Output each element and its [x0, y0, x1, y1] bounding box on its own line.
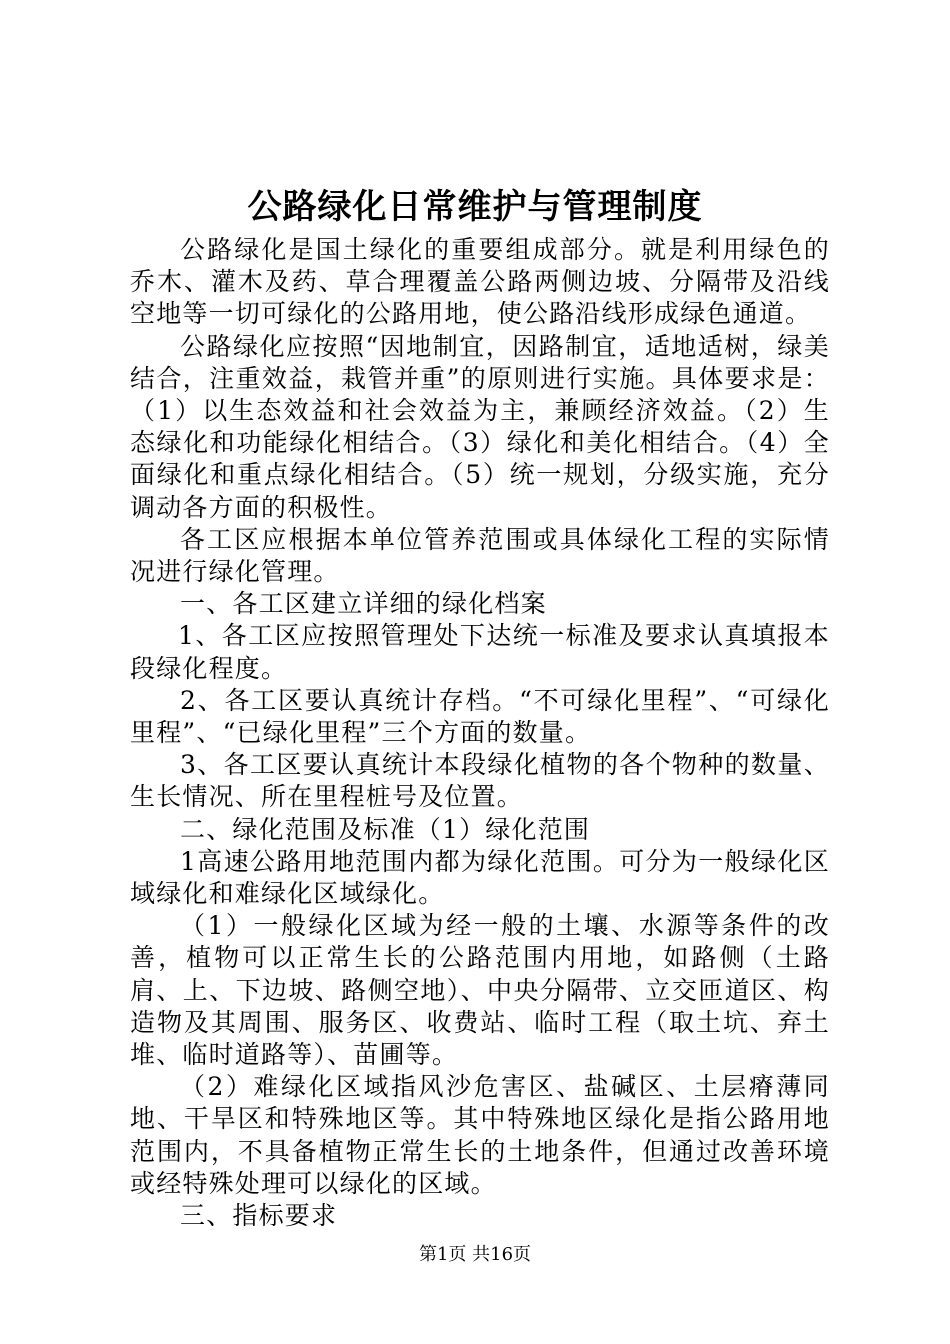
paragraph-principles: 公路绿化应按照“因地制宜，因路制宜，适地适树，绿美结合，注重效益，栽管并重”的原则进行实施。具体要求是：（1）以生态效益和社会效益为主，兼顾经济效益。（2）生态绿化和功能绿化相结合。（3）绿化和美化相结合。（4）全面绿化和重点绿化相结合。（5）统一规划，分级实施，充分调动各方面的积极性。: [130, 331, 830, 522]
paragraph-general-areas: （1）一般绿化区域为经一般的土壤、水源等条件的改善，植物可以正常生长的公路范围内用地，如路侧（土路肩、上、下边坡、路侧空地）、中央分隔带、立交匝道区、构造物及其周围、服务区、收费站、临时工程（取土坑、弃土堆、临时道路等）、苗圃等。: [130, 911, 830, 1070]
section-heading-1: 一、各工区建立详细的绿化档案: [180, 589, 547, 619]
section-heading-3: 三、指标要求: [180, 1201, 338, 1231]
page-footer: 第1页 共16页: [418, 1244, 532, 1265]
paragraph-difficult-areas: （2）难绿化区域指风沙危害区、盐碱区、土层瘠薄同地、干旱区和特殊地区等。其中特殊地区绿化是指公路用地范围内，不具备植物正常生长的土地条件，但通过改善环境或经特殊处理可以绿化的区域。: [130, 1072, 830, 1198]
document-body: [130, 234, 830, 1232]
paragraph-management: 各工区应根据本单位管养范围或具体绿化工程的实际情况进行绿化管理。: [130, 524, 830, 587]
list-item-3: 3、各工区要认真统计本段绿化植物的各个物种的数量、生长情况、所在里程桩号及位置。: [130, 750, 830, 812]
paragraph-scope: 1高速公路用地范围内都为绿化范围。可分为一般绿化区域绿化和难绿化区域绿化。: [130, 846, 830, 909]
list-item-2: 2、各工区要认真统计存档。“不可绿化里程”、“可绿化里程”、“已绿化里程”三个方面的数量。: [130, 685, 830, 748]
section-heading-2: 二、绿化范围及标准（1）绿化范围: [180, 814, 591, 844]
document-title: 公路绿化日常维护与管理制度: [247, 187, 703, 227]
paragraph-intro: 公路绿化是国土绿化的重要组成部分。就是利用绿色的乔木、灌木及药、草合理覆盖公路两侧边坡、分隔带及沿线空地等一切可绿化的公路用地，使公路沿线形成绿色通道。: [130, 235, 830, 329]
list-item-1: 1、各工区应按照管理处下达统一标准及要求认真填报本段绿化程度。: [130, 621, 830, 683]
